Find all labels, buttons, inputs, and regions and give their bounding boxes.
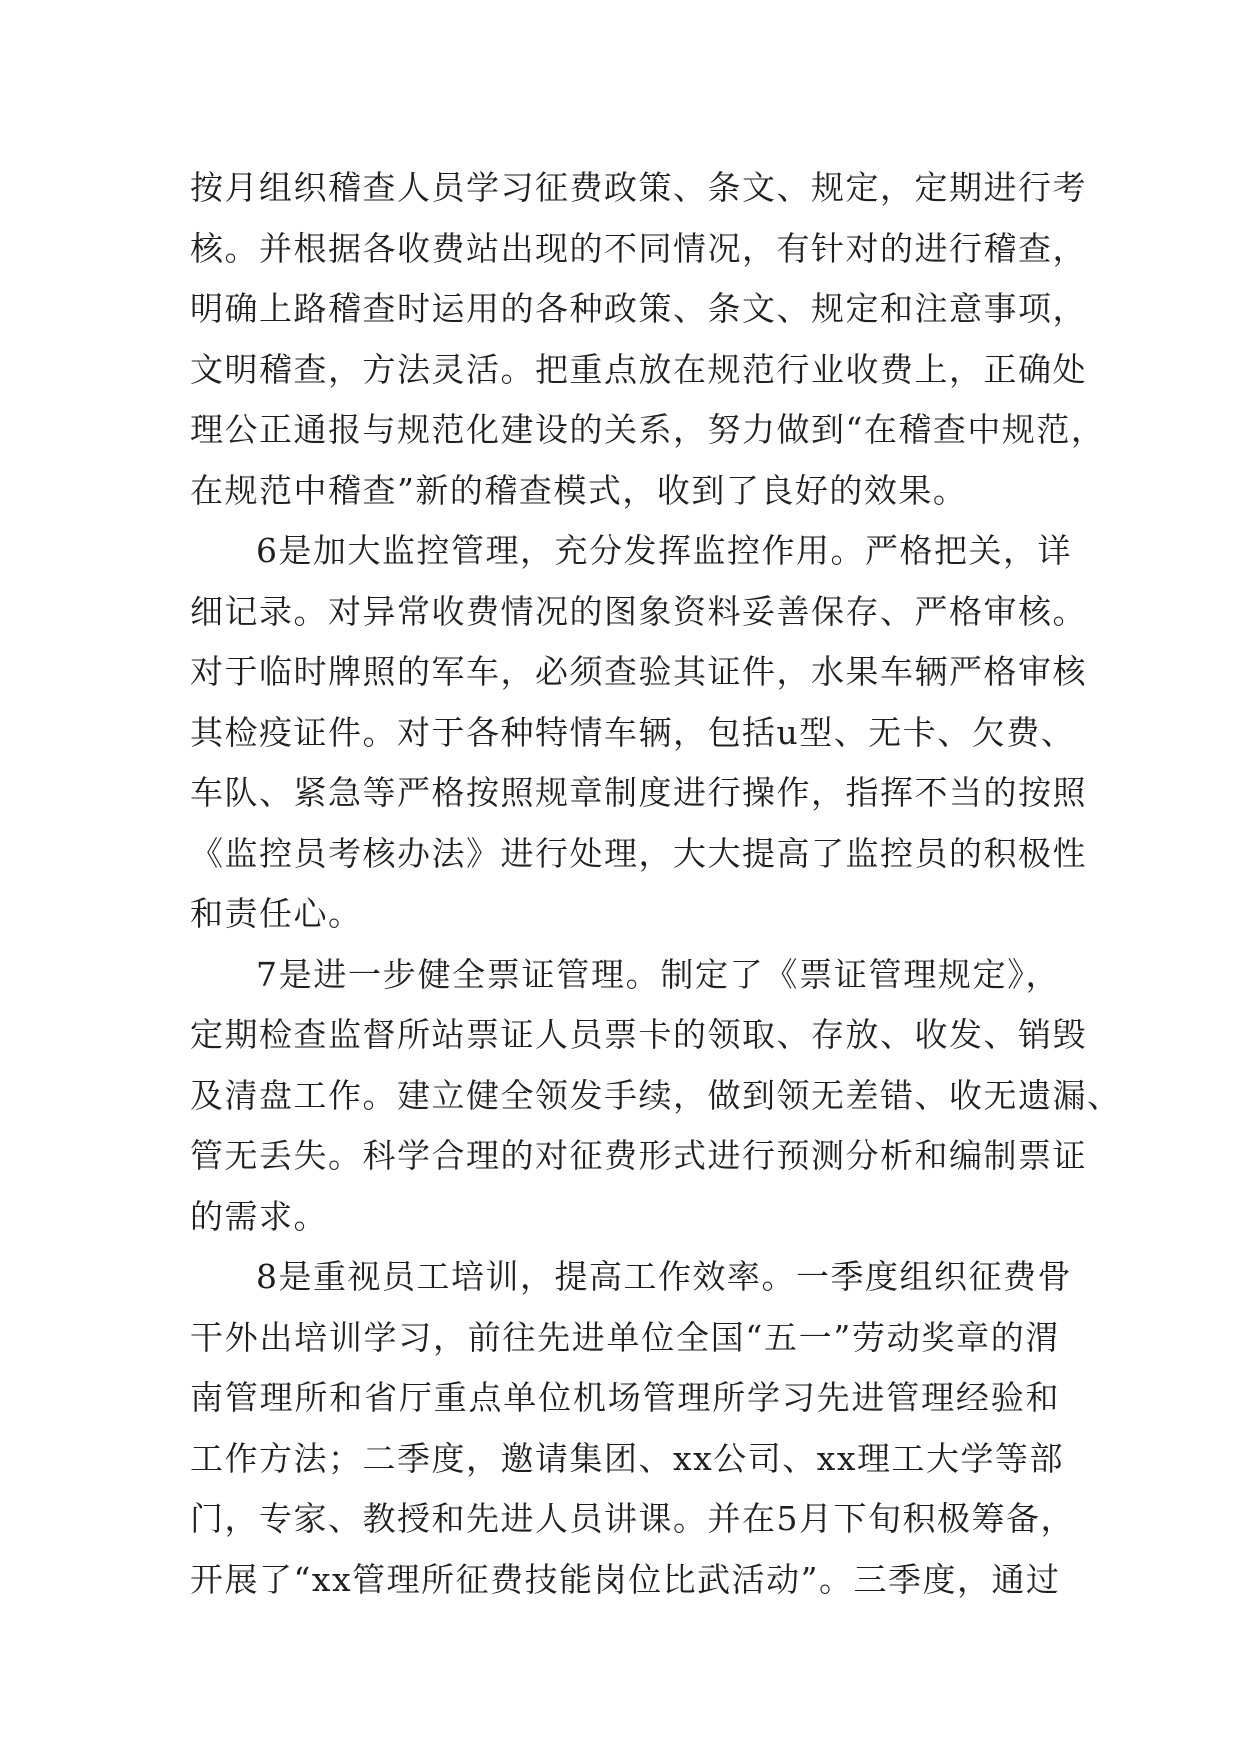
text-line: 核。并根据各收费站出现的不同情况，有针对的进行稽查， — [190, 228, 1087, 268]
text-line: 在规范中稽查”新的稽查模式，收到了良好的效果。 — [190, 470, 968, 510]
text-line: 按月组织稽查人员学习征费政策、条文、规定，定期进行考 — [190, 168, 1087, 207]
text-line: 干外出培训学习，前往先进单位全国“五一”劳动奖章的渭 — [190, 1317, 1060, 1357]
text-line: 开展了“xx管理所征费技能岗位比武活动”。三季度，通过 — [190, 1559, 1061, 1599]
text-line: 及清盘工作。建立健全领发手续，做到领无差错、收无遗漏、 — [190, 1075, 1122, 1115]
text-line: 对于临时牌照的军车，必须查验其证件，水果车辆严格审核 — [190, 652, 1087, 691]
text-line: 定期检查监督所站票证人员票卡的领取、存放、收发、销毁 — [190, 1015, 1087, 1054]
text-line: 其检疫证件。对于各种特情车辆，包括u型、无卡、欠费、 — [190, 712, 1076, 752]
text-line: 车队、紧急等严格按照规章制度进行操作，指挥不当的按照 — [190, 773, 1087, 812]
text-line: 《监控员考核办法》进行处理，大大提高了监控员的积极性 — [190, 833, 1087, 873]
text-line: 和责任心。 — [190, 894, 363, 933]
text-line: 细记录。对异常收费情况的图象资料妥善保存、严格审核。 — [190, 591, 1087, 631]
body-text — [190, 158, 1122, 1610]
paragraph-start-line: 7是进一步健全票证管理。制定了《票证管理规定》， — [256, 954, 1060, 994]
text-line: 理公正通报与规范化建设的关系，努力做到“在稽查中规范， — [190, 410, 1106, 449]
paragraph-start-line: 8是重视员工培训，提高工作效率。一季度组织征费骨 — [256, 1257, 1072, 1296]
text-line: 管无丢失。科学合理的对征费形式进行预测分析和编制票证 — [190, 1136, 1087, 1175]
paragraph-start-line: 6是加大监控管理，充分发挥监控作用。严格把关，详 — [256, 531, 1072, 570]
text-line: 门，专家、教授和先进人员讲课。并在5月下旬积极筹备， — [190, 1499, 1075, 1538]
text-line: 的需求。 — [190, 1196, 328, 1236]
text-line: 工作方法；二季度，邀请集团、xx公司、xx理工大学等部 — [190, 1438, 1064, 1478]
text-line: 明确上路稽查时运用的各种政策、条文、规定和注意事项， — [190, 289, 1087, 328]
text-line: 文明稽查，方法灵活。把重点放在规范行业收费上，正确处 — [190, 349, 1087, 389]
text-line: 南管理所和省厅重点单位机场管理所学习先进管理经验和 — [190, 1378, 1060, 1417]
